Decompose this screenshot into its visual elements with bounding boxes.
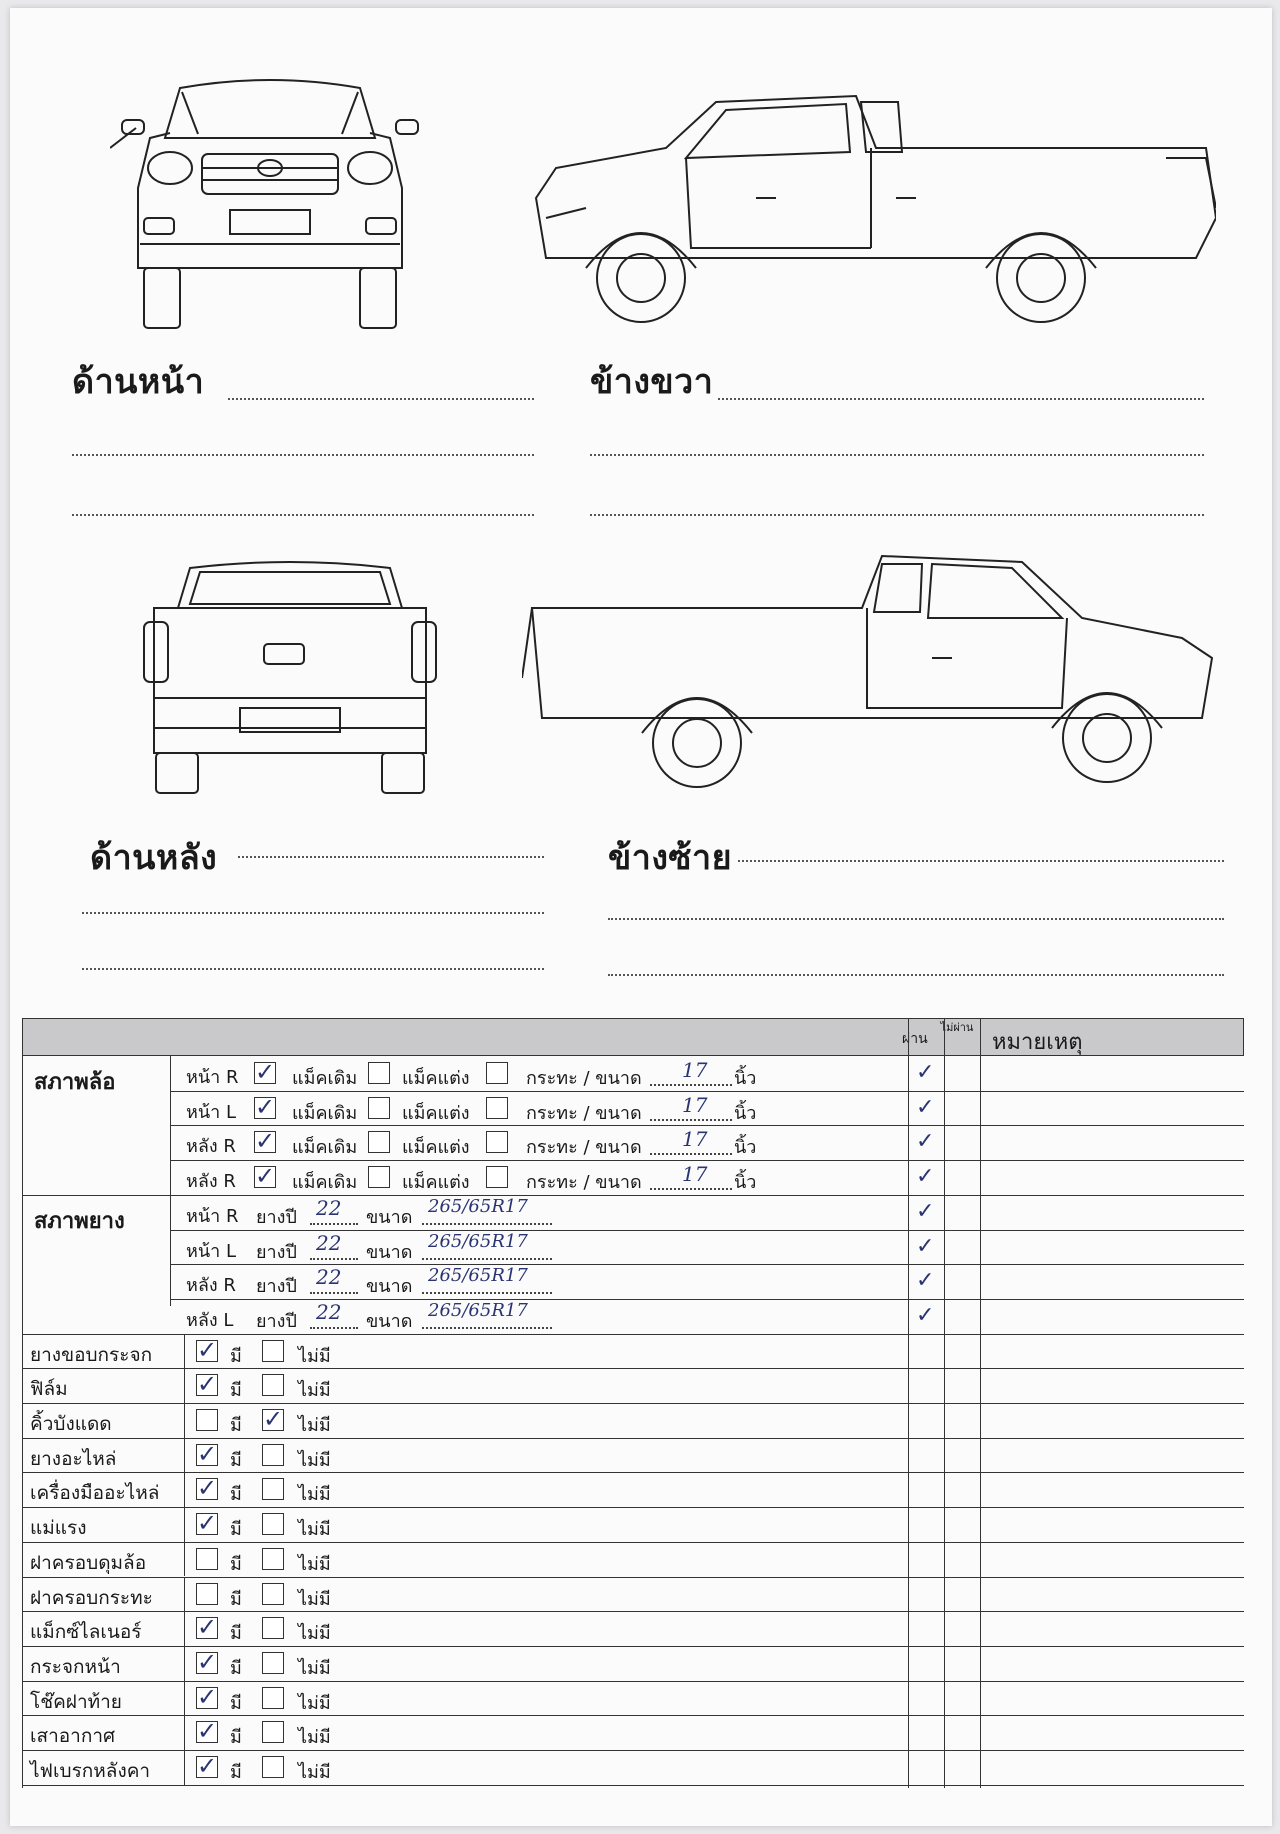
equipment-item-name: โช๊คฝาท้าย <box>30 1690 122 1713</box>
check-mark-icon: ✓ <box>197 1717 218 1746</box>
has-item-checkbox[interactable] <box>196 1548 218 1570</box>
row-divider <box>170 1125 1244 1126</box>
no-item-label: ไม่มี <box>298 1415 331 1436</box>
equipment-item-name: ไฟเบรกหลังคา <box>30 1760 151 1782</box>
tire-year-field[interactable] <box>310 1327 358 1329</box>
rim-size-value: 17 <box>682 1092 708 1117</box>
no-item-label: ไม่มี <box>298 1553 331 1575</box>
table-divider <box>184 1646 185 1681</box>
pass-check-mark[interactable]: ✓ <box>916 1302 935 1328</box>
no-item-checkbox[interactable] <box>262 1444 284 1466</box>
check-mark-icon: ✓ <box>255 1092 276 1121</box>
tire-year-field[interactable] <box>310 1292 358 1294</box>
equipment-item-name: ฝาครอบดุมล้อ <box>30 1551 147 1574</box>
tire-position: หลัง R <box>186 1275 236 1297</box>
front-view-label: ด้านหน้า <box>72 362 205 402</box>
has-item-checkbox[interactable] <box>196 1583 218 1605</box>
no-item-label: ไม่มี <box>298 1449 331 1471</box>
row-divider <box>22 1785 1244 1786</box>
rim-size-unit: นิ้ว <box>734 1102 757 1124</box>
tire-year-value: 22 <box>316 1195 342 1220</box>
stock-wheel-unchecked-box[interactable] <box>368 1062 390 1084</box>
table-divider <box>184 1368 185 1403</box>
table-divider <box>170 1056 171 1306</box>
no-item-checkbox[interactable] <box>262 1340 284 1362</box>
has-item-label: มี <box>230 1657 242 1679</box>
custom-wheel-checkbox[interactable] <box>486 1131 508 1153</box>
tire-year-label: ยางปี <box>256 1241 297 1263</box>
pass-check-mark[interactable]: ✓ <box>916 1129 935 1155</box>
stock-wheel-unchecked-box[interactable] <box>368 1166 390 1188</box>
tire-size-label: ขนาด <box>366 1206 413 1228</box>
rim-size-field[interactable] <box>650 1188 732 1190</box>
no-item-checkbox[interactable] <box>262 1374 284 1396</box>
rim-size-field[interactable] <box>650 1119 732 1121</box>
rim-size-label: กระทะ / ขนาด <box>526 1137 642 1159</box>
has-item-label: มี <box>230 1345 242 1367</box>
right-notes-line[interactable] <box>718 398 1204 400</box>
stock-wheel-unchecked-box[interactable] <box>368 1097 390 1119</box>
no-item-checkbox[interactable] <box>262 1513 284 1535</box>
custom-wheel-label: แม็คแต่ง <box>402 1137 470 1159</box>
has-item-label: มี <box>230 1623 242 1645</box>
right-view-label: ข้างขวา <box>590 362 714 402</box>
has-item-label: มี <box>230 1762 242 1783</box>
rim-size-label: กระทะ / ขนาด <box>526 1172 642 1194</box>
has-item-label: มี <box>230 1727 242 1749</box>
section-divider <box>22 1334 1244 1335</box>
has-item-label: มี <box>230 1415 242 1436</box>
check-mark-icon: ✓ <box>197 1682 218 1711</box>
custom-wheel-label: แม็คแต่ง <box>402 1102 470 1124</box>
custom-wheel-checkbox[interactable] <box>486 1062 508 1084</box>
wheel-position: หลัง R <box>186 1171 236 1193</box>
check-mark-icon: ✓ <box>197 1752 218 1780</box>
table-divider <box>184 1715 185 1750</box>
no-item-checkbox[interactable] <box>262 1548 284 1570</box>
tire-year-value: 22 <box>316 1265 342 1290</box>
table-divider <box>184 1472 185 1507</box>
fail-column-header: ไม่ผ่าน <box>940 1021 974 1034</box>
row-divider <box>22 1438 1244 1439</box>
table-divider <box>184 1611 185 1646</box>
tire-size-field[interactable] <box>422 1258 552 1260</box>
no-item-checkbox[interactable] <box>262 1478 284 1500</box>
row-divider <box>170 1091 1244 1092</box>
no-item-checkbox[interactable] <box>262 1652 284 1674</box>
row-divider <box>22 1715 1244 1716</box>
stock-wheel-label: แม็คเดิม <box>292 1172 358 1194</box>
rim-size-value: 17 <box>682 1058 708 1082</box>
equipment-item-name: กระจกหน้า <box>30 1655 121 1678</box>
table-divider <box>184 1577 185 1612</box>
tire-position: หลัง L <box>186 1309 234 1331</box>
check-mark-icon: ✓ <box>197 1474 218 1503</box>
wheel-position: หน้า R <box>186 1067 239 1088</box>
check-mark-icon: ✓ <box>197 1335 218 1364</box>
wheel-position: หน้า L <box>186 1101 237 1123</box>
check-mark-icon: ✓ <box>197 1613 218 1642</box>
no-item-label: ไม่มี <box>298 1657 331 1679</box>
truck-left-side-diagram <box>522 548 1222 798</box>
rim-size-value: 17 <box>682 1162 708 1187</box>
no-item-label: ไม่มี <box>298 1623 331 1645</box>
truck-front-diagram <box>110 68 430 338</box>
tire-year-value: 22 <box>316 1299 342 1324</box>
pass-check-mark[interactable]: ✓ <box>916 1268 935 1294</box>
rim-size-label: กระทะ / ขนาด <box>526 1068 642 1089</box>
check-mark-icon: ✓ <box>197 1370 218 1399</box>
tire-size-field[interactable] <box>422 1223 552 1225</box>
tire-size-label: ขนาด <box>366 1241 413 1263</box>
row-divider <box>170 1264 1244 1265</box>
no-item-label: ไม่มี <box>298 1727 331 1749</box>
equipment-item-name: ยางอะไหล่ <box>30 1447 117 1470</box>
no-item-label: ไม่มี <box>298 1345 331 1367</box>
left-notes-line[interactable] <box>608 918 1224 920</box>
equipment-item-name: แม่แรง <box>30 1517 87 1540</box>
truck-rear-diagram <box>140 548 440 798</box>
no-item-label: ไม่มี <box>298 1380 331 1402</box>
no-item-checkbox[interactable] <box>262 1583 284 1605</box>
row-divider <box>170 1230 1244 1231</box>
right-notes-line[interactable] <box>590 454 1204 456</box>
table-divider <box>184 1438 185 1473</box>
front-notes-line[interactable] <box>228 398 534 400</box>
tire-position: หน้า L <box>186 1240 237 1262</box>
right-notes-line[interactable] <box>590 514 1204 516</box>
row-divider <box>22 1611 1244 1612</box>
tire-year-field[interactable] <box>310 1258 358 1260</box>
tire-position: หน้า R <box>186 1205 239 1227</box>
tire-year-label: ยางปี <box>256 1310 297 1332</box>
check-mark-icon: ✓ <box>197 1509 218 1538</box>
row-divider <box>22 1403 1244 1404</box>
truck-right-side-diagram <box>526 88 1216 328</box>
pass-check-mark[interactable]: ✓ <box>916 1060 935 1085</box>
custom-wheel-checkbox[interactable] <box>486 1097 508 1119</box>
pass-check-mark[interactable]: ✓ <box>916 1198 935 1224</box>
wheel-position: หลัง R <box>186 1136 236 1158</box>
rear-notes-line[interactable] <box>238 856 544 858</box>
row-divider <box>22 1577 1244 1578</box>
no-item-label: ไม่มี <box>298 1484 331 1506</box>
tire-year-field[interactable] <box>310 1223 358 1225</box>
row-divider <box>22 1507 1244 1508</box>
has-item-label: มี <box>230 1449 242 1471</box>
table-divider <box>184 1334 185 1369</box>
table-divider <box>184 1681 185 1716</box>
stock-wheel-label: แม็คเดิม <box>292 1068 358 1089</box>
table-divider <box>184 1750 185 1785</box>
check-mark-icon: ✓ <box>197 1439 218 1468</box>
rim-size-value: 17 <box>682 1127 708 1152</box>
tire-size-value: 265/65R17 <box>428 1195 528 1217</box>
tire-size-label: ขนาด <box>366 1276 413 1298</box>
rear-notes-line[interactable] <box>82 912 544 914</box>
has-item-label: มี <box>230 1380 242 1402</box>
custom-wheel-label: แม็คแต่ง <box>402 1068 470 1089</box>
left-view-label: ข้างซ้าย <box>608 838 733 878</box>
tire-size-label: ขนาด <box>366 1310 413 1332</box>
front-notes-line[interactable] <box>72 454 534 456</box>
rim-size-unit: นิ้ว <box>734 1172 757 1194</box>
rim-size-field[interactable] <box>650 1084 732 1086</box>
tire-size-field[interactable] <box>422 1292 552 1294</box>
wheels-section-label: สภาพล้อ <box>34 1070 116 1095</box>
check-mark-icon: ✓ <box>255 1058 276 1086</box>
has-item-label: มี <box>230 1484 242 1506</box>
equipment-item-name: เครื่องมืออะไหล่ <box>30 1482 160 1505</box>
no-item-checkbox[interactable] <box>262 1687 284 1709</box>
table-divider <box>184 1542 185 1577</box>
no-item-label: ไม่มี <box>298 1588 331 1610</box>
stock-wheel-label: แม็คเดิม <box>292 1137 358 1159</box>
tire-year-value: 22 <box>316 1230 342 1255</box>
pass-column-header: ผ่าน <box>902 1031 928 1047</box>
tire-size-value: 265/65R17 <box>428 1299 528 1321</box>
row-divider <box>22 1542 1244 1543</box>
row-divider <box>22 1681 1244 1682</box>
left-notes-line[interactable] <box>608 974 1224 976</box>
row-divider <box>170 1160 1244 1161</box>
has-item-label: มี <box>230 1692 242 1714</box>
custom-wheel-label: แม็คแต่ง <box>402 1172 470 1194</box>
no-item-checkbox[interactable] <box>262 1617 284 1639</box>
section-divider <box>22 1195 1244 1196</box>
tires-section-label: สภาพยาง <box>34 1208 125 1234</box>
equipment-item-name: แม็กซ์ไลเนอร์ <box>30 1621 142 1644</box>
rim-size-label: กระทะ / ขนาด <box>526 1102 642 1124</box>
has-item-label: มี <box>230 1553 242 1575</box>
pass-check-mark[interactable]: ✓ <box>916 1164 935 1190</box>
tire-size-value: 265/65R17 <box>428 1265 528 1287</box>
no-item-checkbox[interactable] <box>262 1721 284 1743</box>
tire-size-value: 265/65R17 <box>428 1230 528 1252</box>
check-mark-icon: ✓ <box>197 1647 218 1676</box>
front-notes-line[interactable] <box>72 514 534 516</box>
equipment-item-name: ฝาครอบกระทะ <box>30 1586 153 1609</box>
pass-check-mark[interactable]: ✓ <box>916 1094 935 1120</box>
row-divider <box>22 1646 1244 1647</box>
inspection-sheet <box>10 8 1272 1826</box>
custom-wheel-checkbox[interactable] <box>486 1166 508 1188</box>
has-item-label: มี <box>230 1519 242 1541</box>
check-mark-icon: ✓ <box>263 1405 284 1433</box>
equipment-item-name: คิ้วบังแดด <box>30 1413 112 1435</box>
tire-size-field[interactable] <box>422 1327 552 1329</box>
pass-check-mark[interactable]: ✓ <box>916 1233 935 1259</box>
remarks-column-header: หมายเหตุ <box>992 1030 1083 1055</box>
table-divider <box>184 1507 185 1542</box>
equipment-item-name: ฟิล์ม <box>30 1378 68 1401</box>
stock-wheel-unchecked-box[interactable] <box>368 1131 390 1153</box>
no-item-label: ไม่มี <box>298 1692 331 1714</box>
table-divider <box>184 1403 185 1438</box>
equipment-item-name: ยางขอบกระจก <box>30 1343 153 1366</box>
rim-size-unit: นิ้ว <box>734 1068 757 1089</box>
no-item-label: ไม่มี <box>298 1519 331 1541</box>
rim-size-field[interactable] <box>650 1153 732 1155</box>
rear-view-label: ด้านหลัง <box>90 838 218 878</box>
left-notes-line[interactable] <box>738 860 1224 862</box>
has-item-label: มี <box>230 1588 242 1610</box>
check-mark-icon: ✓ <box>255 1127 276 1156</box>
row-divider <box>22 1472 1244 1473</box>
has-item-checkbox[interactable] <box>196 1409 218 1431</box>
row-divider <box>22 1750 1244 1751</box>
no-item-checkbox[interactable] <box>262 1756 284 1778</box>
tire-year-label: ยางปี <box>256 1206 297 1228</box>
rear-notes-line[interactable] <box>82 968 544 970</box>
stock-wheel-label: แม็คเดิม <box>292 1102 358 1124</box>
row-divider <box>170 1299 1244 1300</box>
rim-size-unit: นิ้ว <box>734 1137 757 1159</box>
row-divider <box>22 1368 1244 1369</box>
no-item-label: ไม่มี <box>298 1762 331 1783</box>
equipment-item-name: เสาอากาศ <box>30 1725 116 1748</box>
tire-year-label: ยางปี <box>256 1276 297 1298</box>
check-mark-icon: ✓ <box>255 1162 276 1191</box>
